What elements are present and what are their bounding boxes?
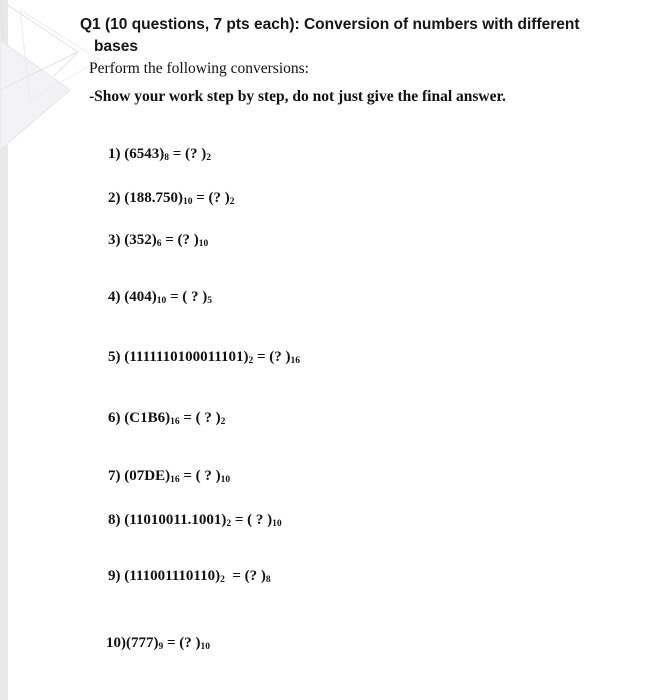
target-base: 10 — [198, 239, 209, 249]
equals-part: = ( ? ) — [179, 410, 221, 426]
source-base: 9 — [158, 642, 164, 652]
question-5 — [108, 349, 300, 366]
source-base: 16 — [170, 475, 180, 485]
target-base: 2 — [229, 197, 235, 207]
equals-part: = (? ) — [253, 349, 291, 365]
question-6 — [108, 410, 225, 427]
target-base: 8 — [265, 575, 271, 585]
question-value: (188.750) — [124, 190, 183, 206]
equals-part: = (? ) — [161, 232, 199, 248]
question-10 — [106, 635, 210, 652]
equals-part: = (? ) — [192, 190, 230, 206]
source-base: 2 — [220, 575, 225, 585]
question-value: (777) — [126, 635, 159, 651]
question-8 — [108, 512, 282, 529]
equals-part: = ( ? ) — [179, 468, 221, 484]
question-number: 7) — [108, 468, 121, 484]
question-1 — [108, 146, 211, 163]
question-value: (404) — [124, 289, 157, 305]
question-number: 10) — [106, 635, 126, 651]
target-base: 10 — [220, 475, 231, 485]
question-7 — [108, 468, 230, 485]
source-base: 10 — [156, 296, 167, 306]
question-number: 9) — [108, 568, 121, 584]
question-number: 8) — [108, 512, 121, 528]
question-number: 3) — [108, 232, 121, 248]
source-base: 10 — [183, 197, 193, 207]
equals-part: = ( ? ) — [231, 512, 273, 528]
target-base: 10 — [200, 642, 211, 652]
question-3 — [108, 232, 208, 249]
question-number: 6) — [108, 410, 121, 426]
question-number: 1) — [108, 146, 121, 162]
heading-line-1: Q1 (10 questions, 7 pts each): Conversion of numbers with different — [80, 16, 580, 33]
question-value: (111001110110) — [124, 568, 221, 584]
question-heading — [80, 14, 640, 58]
target-base: 2 — [206, 153, 212, 163]
source-base: 16 — [170, 417, 180, 427]
question-4 — [108, 289, 212, 306]
target-base: 2 — [220, 417, 226, 427]
target-base: 5 — [207, 296, 213, 306]
question-value: (07DE) — [124, 468, 171, 484]
question-value: (C1B6) — [124, 410, 171, 426]
work-note: -Show your work step by step, do not just give the final answer. — [89, 88, 506, 105]
question-number: 5) — [108, 349, 121, 365]
question-value: (6543) — [124, 146, 165, 162]
source-base: 2 — [226, 519, 232, 529]
equals-part: = (? ) — [224, 568, 266, 584]
source-base: 8 — [164, 153, 169, 163]
question-number: 2) — [108, 190, 121, 206]
question-2 — [108, 190, 235, 207]
equals-part: = (? ) — [169, 146, 207, 162]
equals-part: = (? ) — [163, 635, 201, 651]
equals-part: = ( ? ) — [166, 289, 208, 305]
question-number: 4) — [108, 289, 121, 305]
source-base: 2 — [248, 356, 254, 366]
instructions: Perform the following conversions: — [89, 60, 309, 77]
heading-line-2: bases — [94, 38, 138, 55]
target-base: 10 — [272, 519, 282, 529]
question-value: (11010011.1001) — [124, 512, 227, 528]
source-base: 6 — [156, 239, 162, 249]
question-value: (352) — [124, 232, 157, 248]
target-base: 16 — [290, 356, 300, 366]
question-value: (1111110100011101) — [124, 349, 249, 365]
question-9 — [108, 568, 271, 585]
